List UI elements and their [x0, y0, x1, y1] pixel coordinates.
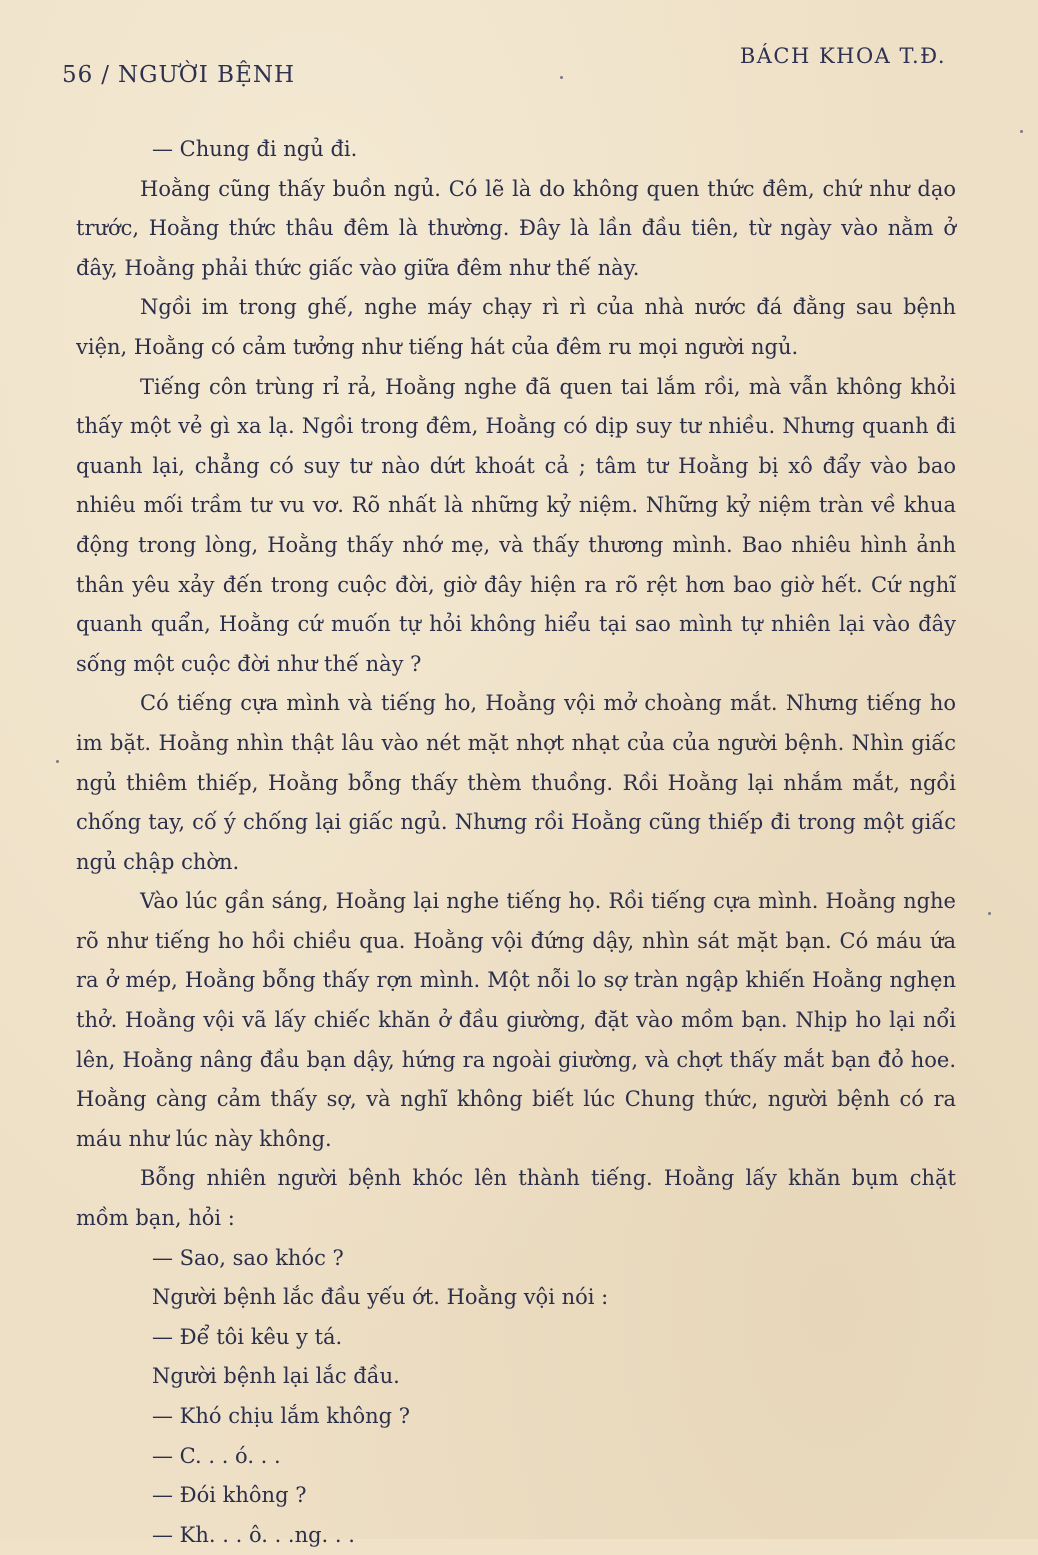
paragraph: Vào lúc gần sáng, Hoằng lại nghe tiếng họ. Rồi tiếng cựa mình. Hoằng nghe rõ như tiếng ho hồi chiều qua. Hoằng vội đứng dậy, nhìn sát mặt bạn. Có máu ứa ra ở mép, Hoằng bỗng thấy rợn mình. Một nỗi lo sợ tràn ngập khiến Hoằng nghẹn thở. Hoằng vội vã lấy chiếc khăn ở đầu giường, đặt vào mồm bạn. Nhịp ho lại nổi lên, Hoằng nâng đầu bạn dậy, hứng ra ngoài giường, và chợt thấy mắt bạn đỏ hoe. Hoằng càng cảm thấy sợ, và nghĩ không biết lúc Chung thức, người bệnh có ra máu như lúc này không.: [76, 889, 956, 1151]
body-text: [76, 130, 956, 1555]
dialogue-line: — Sao, sao khóc ?: [152, 1245, 344, 1270]
dialogue-line: — Chung đi ngủ đi.: [152, 137, 358, 161]
paper-speck: [1020, 130, 1023, 133]
paper-speck: [988, 912, 991, 915]
dialogue-line: — Kh. . . ô. . .ng. . .: [152, 1522, 355, 1547]
dialogue-line: Người bệnh lại lắc đầu.: [152, 1364, 400, 1389]
dialogue-line: Người bệnh lắc đầu yếu ớt. Hoằng vội nói :: [152, 1285, 609, 1310]
dialogue-line: — Đói không ?: [152, 1483, 307, 1508]
dialogue-line: — C. . . ó. . .: [152, 1443, 281, 1468]
page-number: 56: [62, 62, 94, 88]
header-separator: /: [101, 62, 111, 88]
paragraph: Bỗng nhiên người bệnh khóc lên thành tiếng. Hoằng lấy khăn bụm chặt mồm bạn, hỏi :: [76, 1166, 956, 1231]
dialogue-line: — Khó chịu lắm không ?: [152, 1404, 411, 1428]
section-title: NGƯỜI BỆNH: [118, 62, 296, 88]
publication-title: BÁCH KHOA T.Đ.: [739, 44, 946, 68]
paragraph: Tiếng côn trùng rỉ rả, Hoằng nghe đã quen tai lắm rồi, mà vẫn không khỏi thấy một vẻ gì xa lạ. Ngồi trong đêm, Hoằng có dịp suy tư nhiều. Nhưng quanh đi quanh lại, chẳng có suy tư nào dứt khoát cả ; tâm tư Hoằng bị xô đẩy vào bao nhiêu mối trầm tư vu vơ. Rõ nhất là những kỷ niệm. Những kỷ niệm tràn về khua động trong lòng, Hoằng thấy nhớ mẹ, và thấy thương mình. Bao nhiêu hình ảnh thân yêu xảy đến trong cuộc đời, giờ đây hiện ra rõ rệt hơn bao giờ hết. Cứ nghĩ quanh quẩn, Hoằng cứ muốn tự hỏi không hiểu tại sao mình tự nhiên lại vào đây sống một cuộc đời như thế này ?: [76, 374, 956, 676]
paragraph: Có tiếng cựa mình và tiếng ho, Hoằng vội mở choàng mắt. Nhưng tiếng ho im bặt. Hoằng nhìn thật lâu vào nét mặt nhợt nhạt của của người bệnh. Nhìn giấc ngủ thiêm thiếp, Hoằng bỗng thấy thèm thuồng. Rồi Hoằng lại nhắm mắt, ngồi chống tay, cố ý chống lại giấc ngủ. Nhưng rồi Hoằng cũng thiếp đi trong một giấc ngủ chập chờn.: [76, 691, 956, 874]
paragraph: Hoằng cũng thấy buồn ngủ. Có lẽ là do không quen thức đêm, chứ như dạo trước, Hoằng thức thâu đêm là thường. Đây là lần đầu tiên, từ ngày vào nằm ở đây, Hoằng phải thức giấc vào giữa đêm như thế này.: [76, 176, 956, 280]
paragraph: Ngồi im trong ghế, nghe máy chạy rì rì của nhà nước đá đằng sau bệnh viện, Hoằng có cảm tưởng như tiếng hát của đêm ru mọi người ngủ.: [76, 295, 956, 359]
paper-speck: [560, 76, 563, 79]
running-header-left: [62, 62, 295, 88]
paper-speck: [56, 760, 59, 763]
dialogue-line: — Để tôi kêu y tá.: [152, 1324, 343, 1349]
